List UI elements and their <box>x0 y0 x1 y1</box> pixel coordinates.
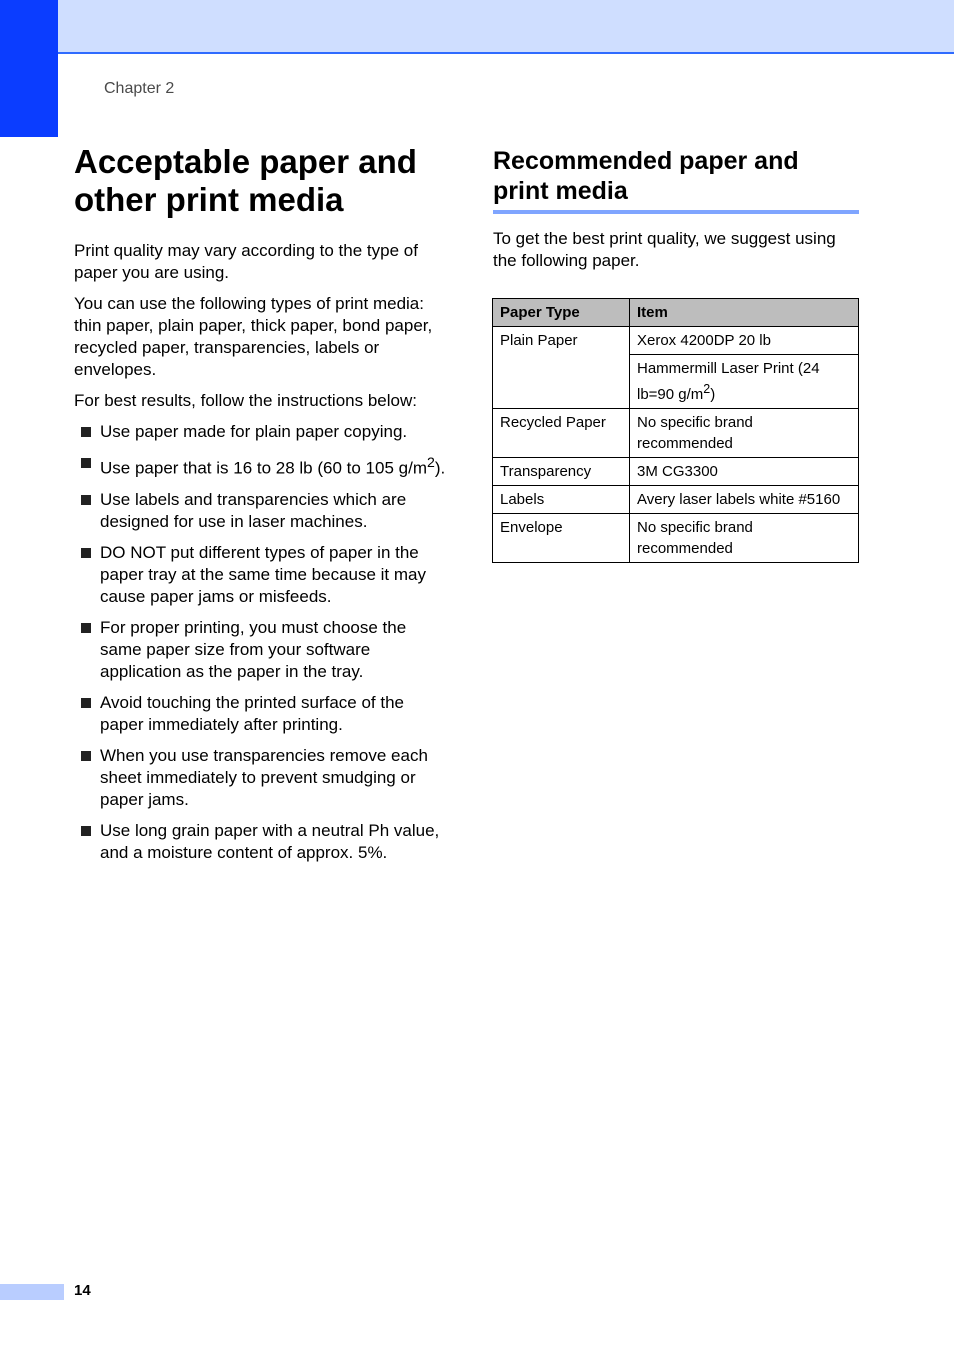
title-line-2: print media <box>493 177 628 205</box>
list-item <box>74 820 446 864</box>
footer-band <box>0 1284 64 1300</box>
bullet-square-icon <box>81 751 91 761</box>
cell-paper-type: Plain Paper <box>493 327 630 409</box>
heading-underline <box>493 210 859 214</box>
page-number: 14 <box>74 1282 91 1299</box>
list-item <box>74 542 446 608</box>
paragraph: For best results, follow the instructions below: <box>74 391 417 410</box>
cell-item: Xerox 4200DP 20 lb <box>630 327 859 355</box>
superscript: 2 <box>703 382 711 396</box>
cell-item: No specific brand recommended <box>630 514 859 563</box>
bullet-square-icon <box>81 427 91 437</box>
superscript: 2 <box>426 455 435 471</box>
list-item <box>74 692 446 736</box>
bullet-square-icon <box>81 698 91 708</box>
bullet-square-icon <box>81 623 91 633</box>
column-header-item: Item <box>630 299 859 327</box>
list-item-text: For proper printing, you must choose the same paper size from your software application as the paper in the tray. <box>100 617 407 681</box>
instructions-list <box>74 421 446 864</box>
column-header-paper-type: Paper Type <box>493 299 630 327</box>
section-title-recommended-media <box>493 146 859 206</box>
list-item <box>74 421 446 443</box>
bullet-square-icon <box>81 826 91 836</box>
list-item-text: Use long grain paper with a neutral Ph value, and a moisture content of approx. 5%. <box>100 820 440 862</box>
table-row <box>493 514 859 563</box>
list-item-text-tail: ). <box>434 458 446 478</box>
cell-item: No specific brand recommended <box>630 409 859 458</box>
chapter-tab <box>0 0 58 137</box>
list-item-text: When you use transparencies remove each sheet immediately to prevent smudging or paper jams. <box>100 745 428 809</box>
recommended-paper-table <box>492 298 859 563</box>
cell-item-tail: ) <box>710 386 716 403</box>
cell-item <box>630 355 859 409</box>
list-item <box>74 489 446 533</box>
list-item-text: Use labels and transparencies which are designed for use in laser machines. <box>100 489 407 531</box>
list-item <box>74 617 446 683</box>
list-item <box>74 745 446 811</box>
cell-paper-type: Labels <box>493 486 630 514</box>
cell-item-text: Hammermill Laser Print (24 lb=90 g/m <box>637 360 820 403</box>
header-band <box>0 0 954 54</box>
list-item-text: Use paper made for plain paper copying. <box>100 422 408 441</box>
paragraph: You can use the following types of print media: thin paper, plain paper, thick paper, bond paper, recycled paper, transparencies, labels or envelopes. <box>74 294 433 379</box>
title-line-2: other print media <box>74 181 344 218</box>
table-header-row <box>493 299 859 327</box>
cell-item: Avery laser labels white #5160 <box>630 486 859 514</box>
list-item-text: Use paper that is 16 to 28 lb (60 to 105 g/m <box>100 458 427 478</box>
list-item-text: DO NOT put different types of paper in the paper tray at the same time because it may cause paper jams or misfeeds. <box>100 542 426 606</box>
table-row <box>493 409 859 458</box>
paragraph: Print quality may vary according to the type of paper you are using. <box>74 241 418 282</box>
table-row <box>493 327 859 355</box>
bullet-square-icon <box>81 548 91 558</box>
list-item-text: Avoid touching the printed surface of the paper immediately after printing. <box>100 692 404 734</box>
list-item <box>74 452 446 480</box>
intro-paragraph: To get the best print quality, we suggest using the following paper. <box>493 229 836 270</box>
table-row <box>493 486 859 514</box>
section-title-acceptable-media <box>74 143 454 219</box>
cell-paper-type: Envelope <box>493 514 630 563</box>
table-row <box>493 458 859 486</box>
cell-item: 3M CG3300 <box>630 458 859 486</box>
title-line-1: Recommended paper and <box>493 147 799 175</box>
cell-paper-type: Recycled Paper <box>493 409 630 458</box>
left-column <box>74 240 446 873</box>
bullet-square-icon <box>81 495 91 505</box>
chapter-label: Chapter 2 <box>104 80 175 97</box>
bullet-square-icon <box>81 458 91 468</box>
title-line-1: Acceptable paper and <box>74 143 417 180</box>
cell-paper-type: Transparency <box>493 458 630 486</box>
